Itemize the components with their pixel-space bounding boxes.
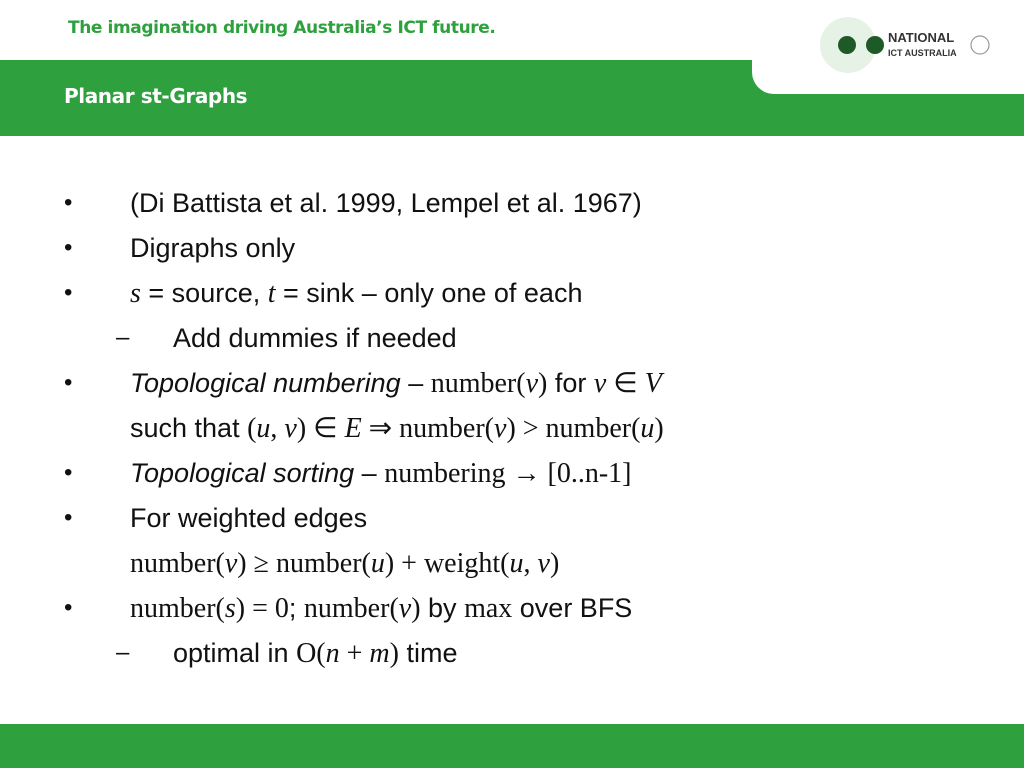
text-sink: = sink – only one of each [275,278,583,308]
var-v: v [398,593,412,624]
dash-2: – [116,639,130,666]
text-such-that: such that [130,413,248,443]
bullet-5: • [64,459,73,486]
line-optimal [173,636,457,671]
line-bfs [130,591,632,626]
text-semicolon: ; [288,593,304,623]
var-u: u [370,548,385,579]
expr-plus: + [339,638,370,669]
text-over-bfs: over BFS [512,593,633,623]
expr-a: number( [130,593,225,624]
expr-max: max [464,593,513,624]
bullet-1: • [64,189,73,216]
logo-text-national: NATIONAL [888,30,955,45]
expr-b: ) ≥ number( [237,548,371,579]
expr-greater: ) > number( [506,413,641,444]
var-u2: u [640,413,655,444]
text-source: = source, [140,278,268,308]
expr-close: ) [389,638,399,669]
term-topological-numbering: Topological numbering [130,368,401,398]
nicta-logo [818,16,998,76]
expr-comma: , [523,548,538,579]
text-optimal-in: optimal in [173,638,297,668]
line-citation: (Di Battista et al. 1999, Lempel et al. 1967) [130,188,642,218]
expr-c: ) + weight( [384,548,510,579]
line-source-sink [130,276,582,311]
bullet-7: • [64,594,73,621]
expr-number-open: number( [430,368,526,399]
line-digraphs: Digraphs only [130,233,296,263]
expr-O-open: O( [296,638,326,669]
bullet-3: • [64,279,73,306]
text-by: by [420,593,465,623]
var-v2: v [593,368,607,399]
expr-close: ) [538,368,548,399]
var-v2: v [537,548,550,579]
dash-1: – [116,324,130,351]
expr-d: ) [549,548,560,579]
var-m: m [369,638,390,669]
expr-c: number( [303,593,399,624]
var-s: s [130,278,141,309]
var-v: v [224,548,238,579]
var-s: s [224,593,236,624]
logo-dot-1 [838,36,856,54]
line-topological-numbering [130,366,662,401]
var-v: v [525,368,539,399]
line-weighted-edges: For weighted edges [130,503,368,533]
term-topological-sorting: Topological sorting [130,458,355,488]
footer-band [0,724,1024,768]
logo-dot-2 [866,36,884,54]
bullet-2: • [64,234,73,261]
expr-close: ) [654,413,664,444]
text-dash: – [354,458,385,488]
logo-text-ict-australia: ICT AUSTRALIA [888,48,957,58]
line-dummies: Add dummies if needed [173,323,457,353]
expr-d: ) [411,593,421,624]
logo-dot-3 [971,36,989,54]
expr-a: number( [130,548,225,579]
expr-paren-open: ( [247,413,257,444]
var-n: n [325,638,340,669]
var-E: E [344,413,362,444]
expr-comma: , [270,413,285,444]
expr-numbering-range: numbering → [0..n-1] [384,458,632,489]
symbol-in: ∈ [606,368,645,399]
expr-implies: ⇒ number( [361,413,494,444]
text-for: for [547,368,594,398]
var-V: V [644,368,662,399]
slide-title: Planar st-Graphs [64,84,248,108]
text-dash: – [400,368,431,398]
var-v2: v [494,413,507,444]
expr-b: ) = 0 [235,593,289,624]
bullet-6: • [64,504,73,531]
tagline: The imagination driving Australia’s ICT future. [68,18,496,38]
text-time: time [398,638,458,668]
expr-in: ) ∈ [296,413,345,444]
line-weight-formula [130,546,559,581]
bullet-4: • [64,369,73,396]
line-topological-sorting [130,456,631,491]
var-t: t [267,278,276,309]
var-v: v [284,413,297,444]
line-such-that [130,411,664,446]
var-u: u [256,413,271,444]
var-u2: u [509,548,524,579]
